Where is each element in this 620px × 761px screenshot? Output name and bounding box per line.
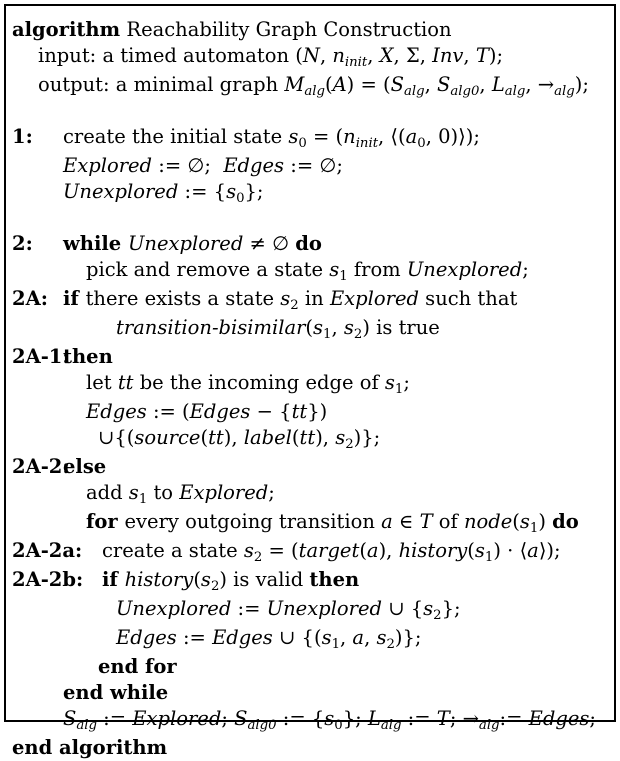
line-content — [10, 425, 610, 454]
line-content — [10, 735, 610, 761]
line-content — [10, 124, 610, 153]
code-line — [10, 315, 610, 344]
code-segment: s — [324, 707, 335, 730]
code-segment: 1 — [138, 491, 148, 507]
line-content — [10, 596, 610, 625]
code-segment: T — [436, 707, 450, 730]
code-segment: 2 — [210, 578, 220, 594]
code-segment: s — [321, 626, 332, 649]
code-segment: output: a minimal graph — [38, 73, 285, 96]
code-line — [10, 538, 610, 567]
code-segment: else — [63, 455, 107, 478]
code-segment: ; — [589, 707, 596, 730]
code-line — [10, 17, 610, 43]
blank-line — [10, 101, 610, 124]
code-segment: M — [284, 73, 305, 96]
code-segment: ) — [538, 510, 553, 533]
line-content — [10, 72, 610, 101]
line-label: 1: — [12, 125, 33, 148]
code-segment: of — [432, 510, 464, 533]
code-segment: ), — [223, 426, 244, 449]
code-segment: n — [343, 125, 356, 148]
code-segment: ( — [193, 568, 201, 591]
code-segment: pick and remove a state — [86, 258, 330, 281]
code-segment: 2 — [386, 636, 395, 652]
code-segment: 0 — [417, 135, 426, 151]
code-segment: ); — [488, 44, 504, 67]
code-segment: 2 — [290, 297, 299, 313]
line-content — [10, 399, 610, 425]
code-segment: s — [200, 568, 211, 591]
line-content — [10, 315, 610, 344]
code-line — [10, 735, 610, 761]
code-segment: ; → — [449, 707, 479, 730]
code-segment: init — [355, 135, 379, 151]
code-segment: to — [147, 481, 180, 504]
code-segment: tt — [208, 426, 224, 449]
line-label: 2A-2b: — [12, 568, 84, 591]
code-segment: := — [231, 597, 267, 620]
line-content — [10, 680, 610, 706]
code-segment: Unexplored — [116, 597, 232, 620]
code-line — [10, 654, 610, 680]
line-content — [10, 17, 610, 43]
code-segment: Explored — [132, 707, 222, 730]
code-segment: ; — [268, 481, 275, 504]
code-segment: , — [463, 44, 476, 67]
code-segment: S — [390, 73, 404, 96]
code-line — [10, 344, 610, 370]
line-content — [10, 454, 610, 480]
code-segment: if — [102, 568, 125, 591]
code-segment: tt — [117, 371, 134, 394]
code-segment: from — [347, 258, 407, 281]
code-segment: S — [63, 707, 77, 730]
code-segment: Edges — [212, 626, 273, 649]
code-segment: s — [288, 125, 299, 148]
line-content — [10, 153, 610, 179]
code-segment: }; — [441, 597, 461, 620]
code-segment: a — [405, 125, 418, 148]
code-segment: , — [424, 73, 437, 96]
code-line — [10, 124, 610, 153]
code-segment: tt — [291, 400, 308, 423]
code-segment: there exists a state — [85, 287, 281, 310]
code-segment: do — [295, 232, 322, 255]
code-segment: label — [243, 426, 292, 449]
code-segment: for — [86, 510, 125, 533]
code-segment: history — [398, 539, 468, 562]
code-segment: }; — [244, 180, 264, 203]
code-segment: ( — [305, 316, 314, 339]
code-segment: in — [298, 287, 330, 310]
code-segment: ∪ { — [382, 597, 424, 620]
code-segment: := { — [276, 707, 325, 730]
line-content — [10, 625, 610, 654]
code-segment: ( — [467, 539, 475, 562]
code-line — [10, 480, 610, 509]
code-line — [10, 257, 610, 286]
code-segment: Unexplored — [266, 597, 382, 620]
code-line — [10, 454, 610, 480]
code-segment: alg — [304, 83, 325, 99]
code-line — [10, 370, 610, 399]
code-segment: s — [343, 316, 354, 339]
code-segment: s — [376, 626, 387, 649]
code-segment: end while — [63, 681, 169, 704]
code-segment: Edges — [223, 154, 285, 177]
algorithm-listing — [10, 17, 610, 761]
code-segment: , Σ, — [393, 44, 433, 67]
line-content — [10, 509, 610, 538]
code-segment: Reachability Graph Construction — [120, 18, 452, 41]
code-segment: tt — [299, 426, 316, 449]
code-line — [10, 625, 610, 654]
code-segment: := ( — [146, 400, 190, 423]
code-segment: let — [86, 371, 118, 394]
code-segment: s — [329, 258, 340, 281]
code-segment: ) is valid — [219, 568, 310, 591]
code-segment: alg0 — [450, 83, 480, 99]
code-segment: alg — [478, 717, 500, 733]
line-content — [10, 538, 610, 567]
line-label: 2A-1: — [12, 345, 70, 368]
code-segment: Explored — [329, 287, 419, 310]
code-segment: }) — [307, 400, 328, 423]
line-content — [10, 567, 610, 596]
code-segment: ; — [221, 707, 235, 730]
code-segment: alg — [554, 83, 575, 99]
code-segment: input: a timed automaton ( — [38, 44, 303, 67]
code-segment: Edges — [116, 626, 177, 649]
code-segment: if — [63, 287, 86, 310]
code-segment: ) = ( — [346, 73, 391, 96]
code-segment: s — [474, 539, 485, 562]
code-segment: s — [243, 539, 254, 562]
line-content — [10, 654, 610, 680]
code-segment: s — [280, 287, 291, 310]
code-segment: ) · ⟨ — [493, 539, 528, 562]
code-line — [10, 179, 610, 208]
code-segment: , — [340, 626, 353, 649]
code-segment: every outgoing transition — [124, 510, 382, 533]
code-line — [10, 153, 610, 179]
code-segment: 1 — [484, 549, 494, 565]
code-segment: s — [423, 597, 434, 620]
code-segment: ⟩); — [538, 539, 561, 562]
code-segment: 1 — [331, 636, 341, 652]
code-segment: ; — [522, 258, 529, 281]
line-content — [10, 706, 610, 735]
code-segment: )}; — [353, 426, 381, 449]
code-segment: do — [552, 510, 579, 533]
code-segment: such that — [418, 287, 518, 310]
code-segment: ), — [378, 539, 399, 562]
code-segment: S — [234, 707, 248, 730]
blank-line — [10, 208, 610, 231]
code-segment: n — [332, 44, 345, 67]
code-segment: Inv — [432, 44, 464, 67]
code-segment: A — [332, 73, 347, 96]
code-segment: L — [491, 73, 505, 96]
code-segment: s — [313, 316, 324, 339]
line-content — [10, 370, 610, 399]
code-line — [10, 596, 610, 625]
code-segment: transition-bisimilar — [116, 316, 306, 339]
code-segment: a — [352, 626, 365, 649]
code-segment: 2 — [253, 549, 263, 565]
code-segment: := — [176, 626, 213, 649]
line-content — [10, 179, 610, 208]
code-segment: )}; — [394, 626, 422, 649]
code-segment: := ∅; — [284, 154, 343, 177]
line-label: 2A: — [12, 287, 48, 310]
code-segment: end algorithm — [12, 736, 168, 759]
code-segment: s — [335, 426, 346, 449]
code-segment: := — [401, 707, 437, 730]
code-segment: , — [331, 316, 344, 339]
code-segment: Unexplored — [127, 232, 244, 255]
code-segment: }; — [342, 707, 368, 730]
code-segment: 0 — [236, 190, 245, 206]
code-segment: ) is true — [362, 316, 440, 339]
code-segment: then — [309, 568, 360, 591]
code-segment: T — [475, 44, 489, 67]
code-segment: 0 — [298, 135, 307, 151]
code-segment: Explored — [63, 154, 153, 177]
code-segment: Edges — [189, 400, 251, 423]
code-line — [10, 706, 610, 735]
code-segment: , ⟨( — [378, 125, 406, 148]
code-segment: while — [63, 232, 128, 255]
code-segment: node — [463, 510, 513, 533]
code-segment: 1 — [323, 326, 332, 342]
code-segment: ∪{( — [98, 426, 135, 449]
code-segment: := — [499, 707, 529, 730]
code-segment: ( — [359, 539, 367, 562]
code-segment: ∪ {( — [272, 626, 322, 649]
code-segment: ); — [574, 73, 589, 96]
line-content — [10, 257, 610, 286]
code-segment: end for — [98, 655, 177, 678]
code-segment: , — [367, 44, 380, 67]
code-line — [10, 509, 610, 538]
code-segment: , — [319, 44, 333, 67]
code-segment: a — [527, 539, 539, 562]
code-segment: add — [86, 481, 129, 504]
code-line — [10, 72, 610, 101]
code-segment: ( — [291, 426, 300, 449]
code-segment: alg — [76, 717, 97, 733]
code-segment: alg — [403, 83, 425, 99]
code-segment: target — [298, 539, 360, 562]
line-content — [10, 480, 610, 509]
code-segment: s — [519, 510, 530, 533]
code-segment: s — [226, 180, 237, 203]
line-label: 2: — [12, 232, 33, 255]
code-segment: , 0)⟩); — [425, 125, 480, 148]
code-segment: := { — [178, 180, 227, 203]
code-segment: := — [96, 707, 133, 730]
code-segment: s — [384, 371, 395, 394]
code-segment: , — [364, 626, 377, 649]
code-segment: ( — [200, 426, 209, 449]
code-segment: T — [419, 510, 433, 533]
code-segment: source — [134, 426, 201, 449]
code-segment: 1 — [339, 268, 348, 284]
code-segment: ; — [403, 371, 410, 394]
code-segment: ( — [512, 510, 520, 533]
code-segment: alg — [380, 717, 402, 733]
code-segment: , — [479, 73, 492, 96]
code-segment: 1 — [394, 381, 404, 397]
code-segment: L — [367, 707, 381, 730]
code-segment: s — [128, 481, 139, 504]
code-segment: alg — [504, 83, 526, 99]
code-segment: 1 — [529, 520, 539, 536]
code-segment: ), — [315, 426, 336, 449]
code-segment: init — [344, 54, 368, 70]
code-segment: , → — [525, 73, 555, 96]
code-segment: − { — [250, 400, 292, 423]
code-line — [10, 231, 610, 257]
code-segment: ≠ ∅ — [243, 232, 296, 255]
code-segment: Edges — [528, 707, 590, 730]
code-segment: 2 — [345, 436, 354, 452]
code-segment: alg0 — [247, 717, 277, 733]
code-segment: = ( — [262, 539, 299, 562]
code-segment: ∈ — [392, 510, 420, 533]
code-segment: be the incoming edge of — [133, 371, 385, 394]
code-line — [10, 680, 610, 706]
code-segment: create a state — [102, 539, 244, 562]
code-segment: = ( — [306, 125, 344, 148]
code-segment: 2 — [433, 607, 442, 623]
line-label: 2A-2a: — [12, 539, 83, 562]
algorithm-figure-frame — [4, 4, 616, 759]
code-segment: Unexplored — [63, 180, 179, 203]
line-content — [10, 344, 610, 370]
code-segment: a — [381, 510, 393, 533]
code-line — [10, 43, 610, 72]
code-segment: history — [124, 568, 194, 591]
code-segment: Edges — [86, 400, 147, 423]
code-segment: X — [379, 44, 394, 67]
code-segment: then — [63, 345, 113, 368]
code-segment: 2 — [353, 326, 363, 342]
code-segment: := ∅; — [152, 154, 224, 177]
code-segment: S — [437, 73, 451, 96]
code-line — [10, 425, 610, 454]
code-line — [10, 399, 610, 425]
code-segment: Explored — [179, 481, 269, 504]
code-segment: 0 — [334, 717, 343, 733]
line-content — [10, 286, 610, 315]
code-segment: ( — [324, 73, 333, 96]
code-segment: N — [302, 44, 320, 67]
line-content — [10, 231, 610, 257]
code-segment: a — [366, 539, 379, 562]
code-line — [10, 567, 610, 596]
code-line — [10, 286, 610, 315]
code-segment: Unexplored — [406, 258, 523, 281]
code-segment: create the initial state — [63, 125, 289, 148]
line-label: 2A-2: — [12, 455, 70, 478]
line-content — [10, 43, 610, 72]
code-segment: algorithm — [12, 18, 121, 41]
